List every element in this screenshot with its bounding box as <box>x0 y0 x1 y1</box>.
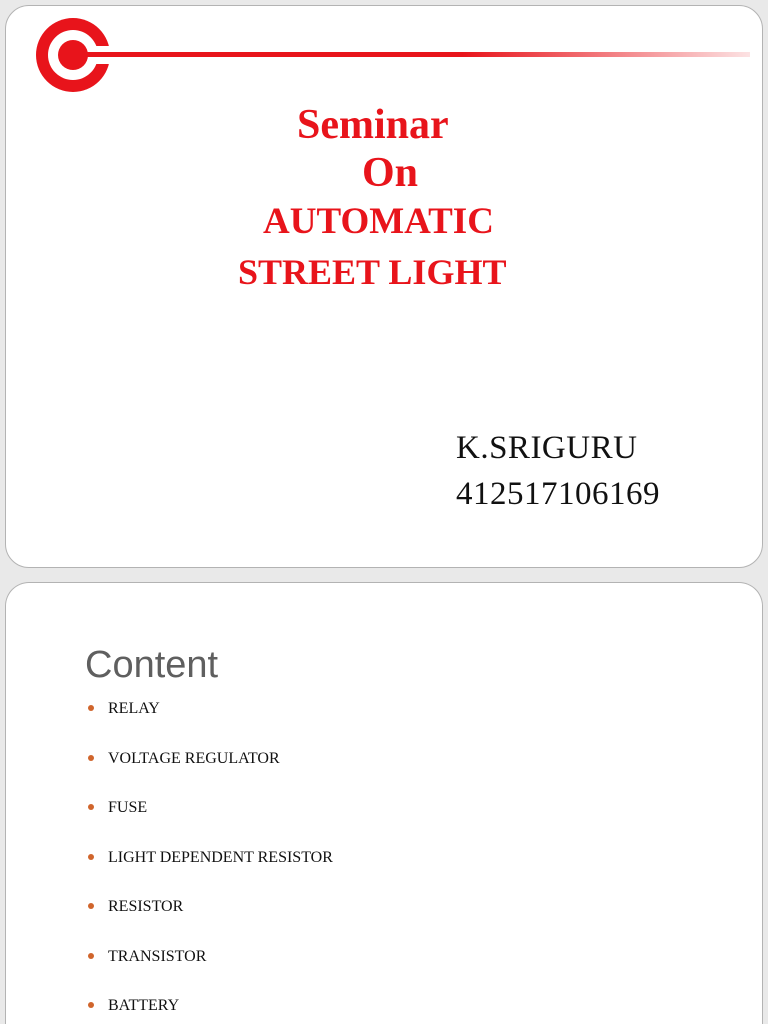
author-id: 412517106169 <box>456 476 660 512</box>
content-list-item-label: FUSE <box>108 799 148 816</box>
bullet-dot-icon <box>88 705 94 711</box>
topic-line-automatic: AUTOMATIC <box>263 201 494 242</box>
slide-content <box>5 582 763 1024</box>
content-list-item-label: TRANSISTOR <box>108 947 207 965</box>
header-rule-line <box>110 52 750 57</box>
content-list-item <box>86 848 333 868</box>
slide-heading: Content <box>85 644 219 686</box>
bullet-dot-icon <box>88 1002 94 1008</box>
title-line-on: On <box>362 150 419 196</box>
bullet-dot-icon <box>88 755 94 761</box>
content-list-item-label: BATTERY <box>108 997 180 1014</box>
content-list-item <box>86 699 333 719</box>
bullet-dot-icon <box>88 854 94 860</box>
content-list-item <box>86 897 333 917</box>
content-list-item <box>86 749 333 769</box>
bullet-dot-icon <box>88 804 94 810</box>
content-list-item-label: VOLTAGE REGULATOR <box>108 749 280 767</box>
bullet-dot-icon <box>88 953 94 959</box>
title-line-seminar: Seminar <box>297 102 449 148</box>
content-list-item-label: RELAY <box>108 700 160 717</box>
author-name: K.SRIGURU <box>456 430 638 466</box>
content-list-item <box>86 996 333 1016</box>
content-list <box>86 699 333 1024</box>
content-list-item <box>86 947 333 967</box>
slide-title <box>5 5 763 568</box>
content-list-item <box>86 798 333 818</box>
topic-line-street-light: STREET LIGHT <box>238 252 507 292</box>
content-list-item-label: LIGHT DEPENDENT RESISTOR <box>108 848 333 866</box>
content-list-item-label: RESISTOR <box>108 898 184 915</box>
red-ring-logo-icon <box>32 16 116 100</box>
bullet-dot-icon <box>88 903 94 909</box>
